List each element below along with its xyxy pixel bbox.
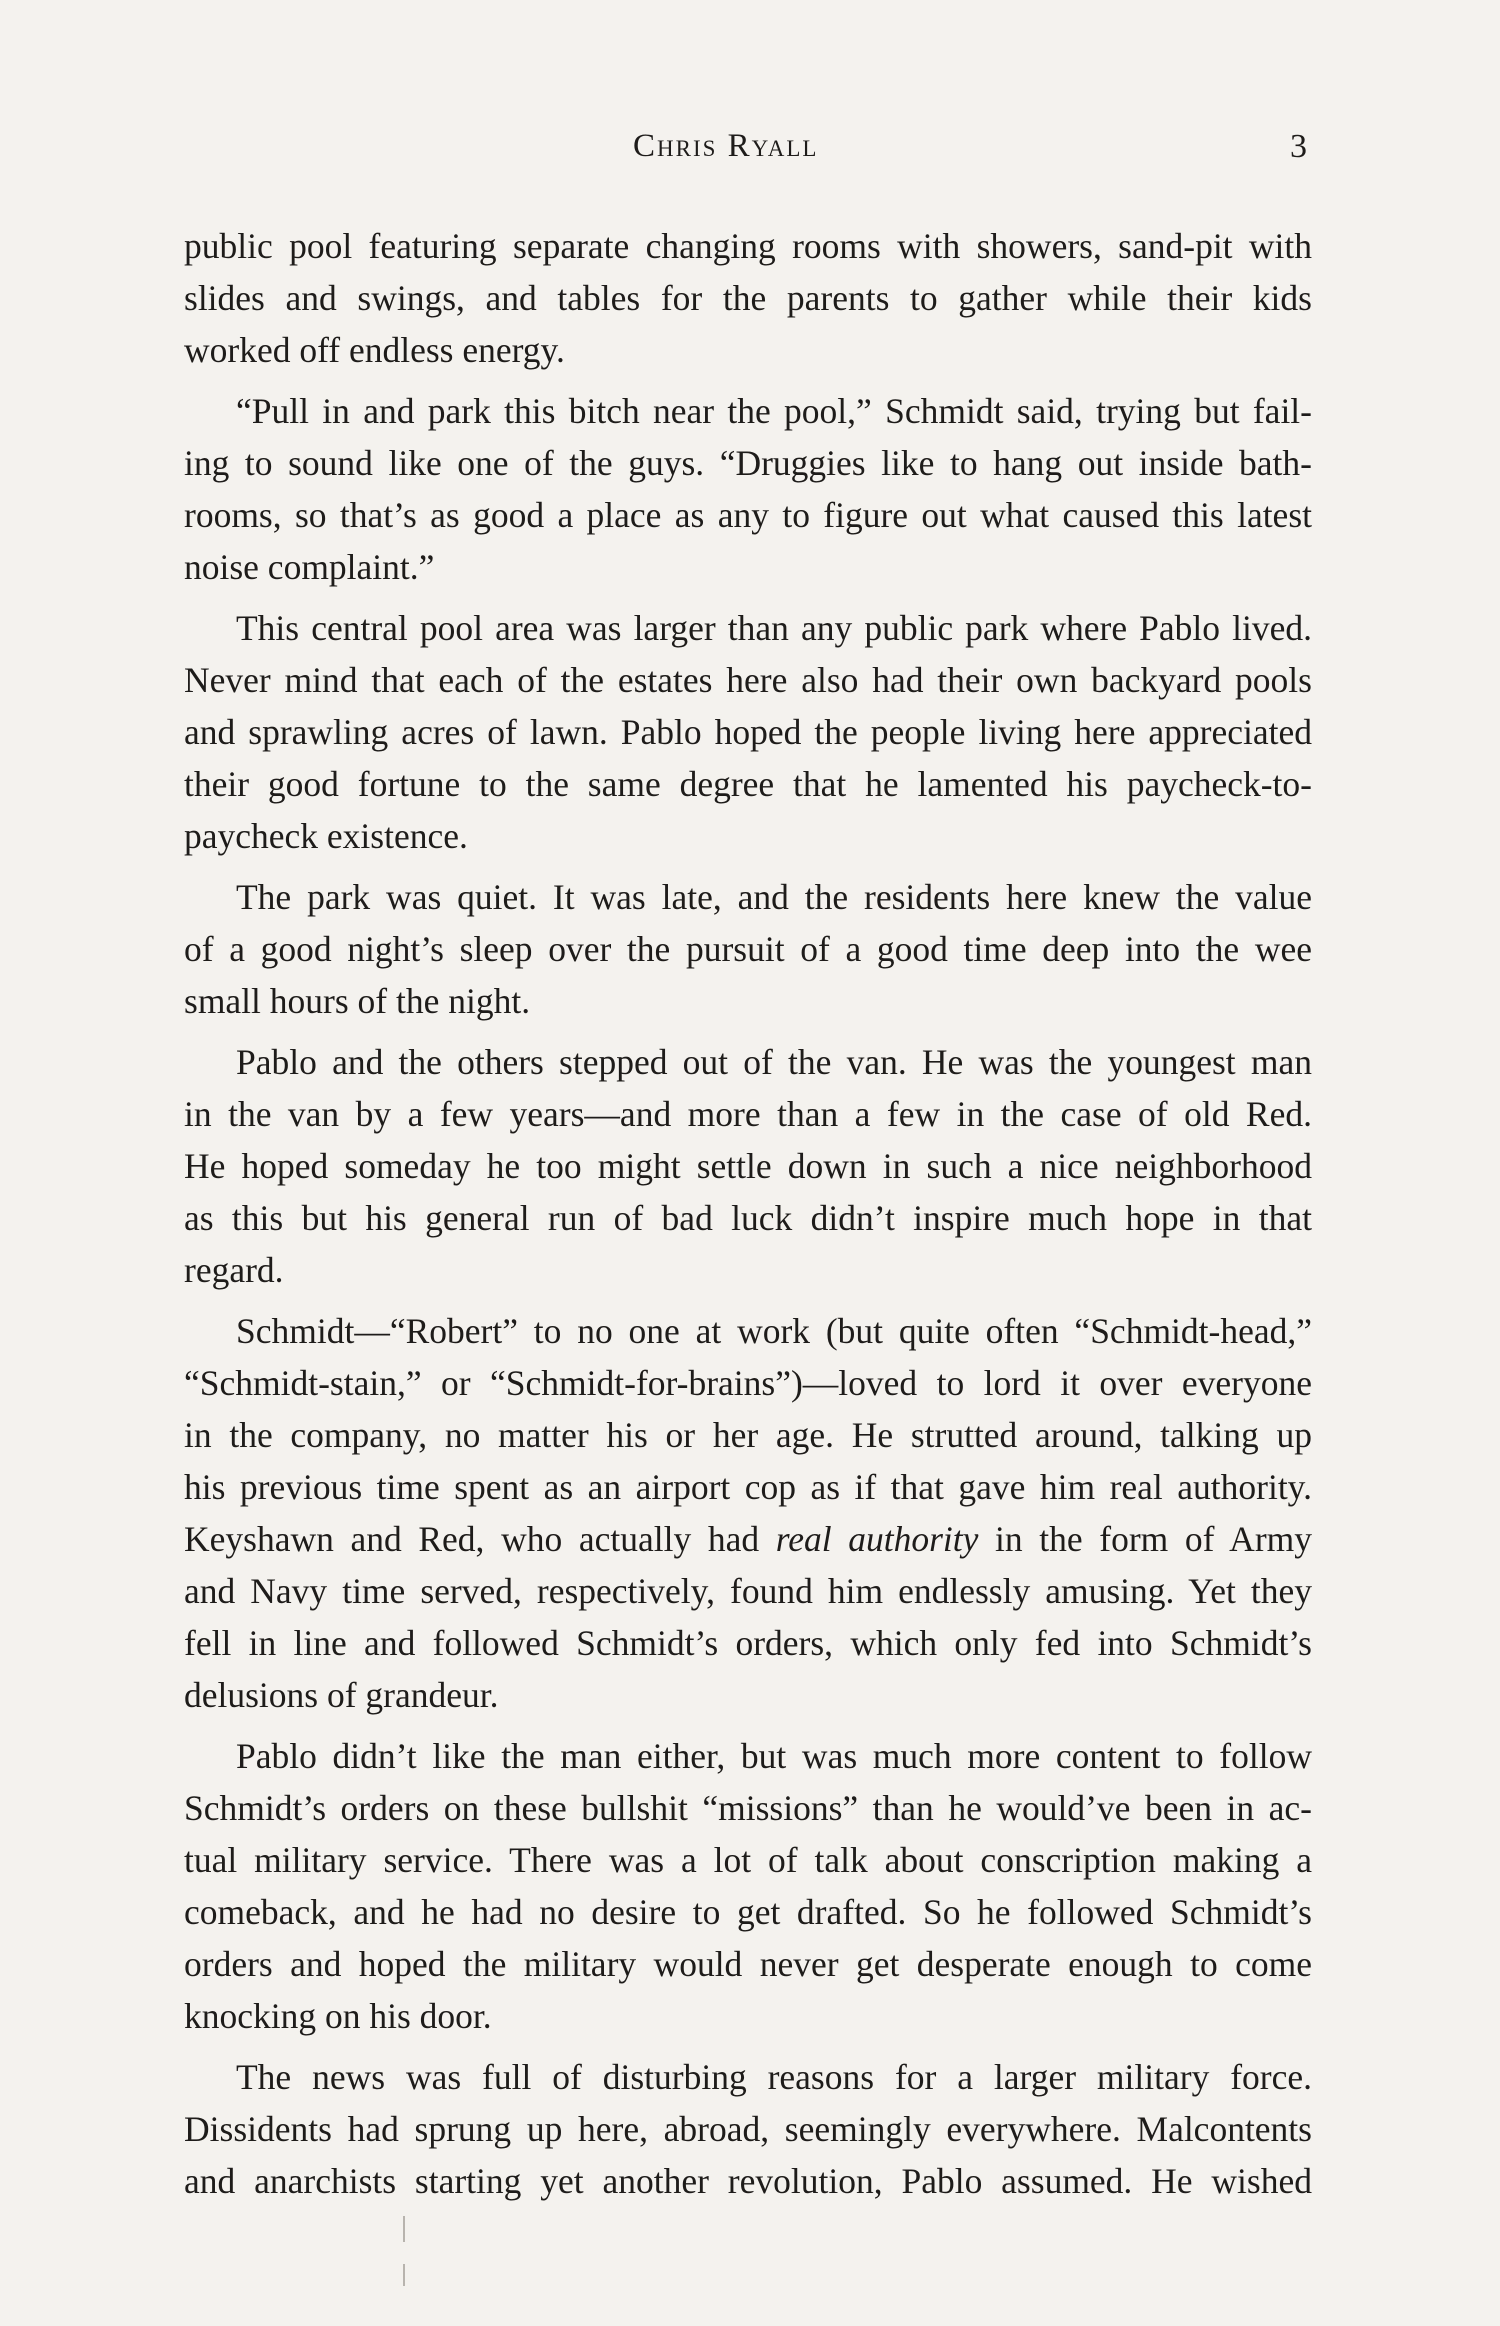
text-line: Schmidt’s orders on these bullshit “missions” than he would’ve been in ac- [184,1788,1312,1828]
text-line: The news was full of disturbing reasons for a larger military force. [236,2057,1312,2097]
text-line: The park was quiet. It was late, and the residents here knew the value [236,877,1312,917]
text-line: delusions of grandeur. [184,1675,499,1715]
paragraph-gap [184,376,1312,385]
text-line: slides and swings, and tables for the parents to gather while their kids [184,278,1312,318]
text-line: paycheck existence. [184,816,468,856]
text-line: Pablo and the others stepped out of the van. He was the youngest man [236,1042,1312,1082]
page-number: 3 [1290,128,1307,165]
text-line: and sprawling acres of lawn. Pablo hoped the people living here appreciated [184,712,1312,752]
text-line: “Pull in and park this bitch near the pool,” Schmidt said, trying but fail- [236,391,1312,431]
text-line: public pool featuring separate changing rooms with showers, sand-pit with [184,226,1312,266]
text-line: knocking on his door. [184,1996,492,2036]
text-line: his previous time spent as an airport cop as if that gave him real authority. [184,1467,1312,1507]
text-line: small hours of the night. [184,981,531,1021]
text-line: and Navy time served, respectively, found him endlessly amusing. Yet they [184,1571,1312,1611]
text-line: Never mind that each of the estates here also had their own backyard pools [184,660,1312,700]
paragraph-gap [184,862,1312,871]
paragraph-gap [184,1721,1312,1730]
running-head-author: Chris Ryall [633,128,819,164]
text-line: ing to sound like one of the guys. “Druggies like to hang out inside bath- [184,443,1312,483]
scan-mark [403,2264,405,2286]
text-line: regard. [184,1250,284,1290]
text-line: This central pool area was larger than any public park where Pablo lived. [236,608,1312,648]
text-line: He hoped someday he too might settle down in such a nice neighborhood [184,1146,1312,1186]
text-line: Dissidents had sprung up here, abroad, seemingly everywhere. Malcontents [184,2109,1312,2149]
text-line [184,1513,1312,1565]
paragraph-gap [184,593,1312,602]
text-line: their good fortune to the same degree that he lamented his paycheck-to- [184,764,1312,804]
text-line: fell in line and followed Schmidt’s orders, which only fed into Schmidt’s [184,1623,1312,1663]
text-line: tual military service. There was a lot of talk about conscription making a [184,1840,1312,1880]
text-line: “Schmidt-stain,” or “Schmidt-for-brains”)—loved to lord it over everyone [184,1363,1312,1403]
paragraph-gap [184,2042,1312,2051]
text-line: of a good night’s sleep over the pursuit of a good time deep into the wee [184,929,1312,969]
body-text [184,220,1312,2207]
text-line: as this but his general run of bad luck didn’t inspire much hope in that [184,1198,1312,1238]
text-line: comeback, and he had no desire to get drafted. So he followed Schmidt’s [184,1892,1312,1932]
paragraph-gap [184,1027,1312,1036]
running-head [0,128,1500,168]
text-line: Schmidt—“Robert” to no one at work (but quite often “Schmidt-head,” [236,1311,1312,1351]
text-line: in the van by a few years—and more than a few in the case of old Red. [184,1094,1312,1134]
text-line: rooms, so that’s as good a place as any to figure out what caused this latest [184,495,1312,535]
text-line: orders and hoped the military would never get desperate enough to come [184,1944,1312,1984]
scan-mark [403,2216,405,2242]
text-line: noise complaint.” [184,547,435,587]
paragraph-gap [184,1296,1312,1305]
text-line: Pablo didn’t like the man either, but was much more content to follow [236,1736,1312,1776]
text-segment: Keyshawn and Red, who actually had [184,1519,776,1559]
italic-phrase: real authority [775,1519,979,1559]
text-line: and anarchists starting yet another revolution, Pablo assumed. He wished [184,2161,1312,2201]
text-segment: in the form of Army [978,1519,1313,1559]
text-line: worked off endless energy. [184,330,565,370]
text-line: in the company, no matter his or her age. He strutted around, talking up [184,1415,1312,1455]
